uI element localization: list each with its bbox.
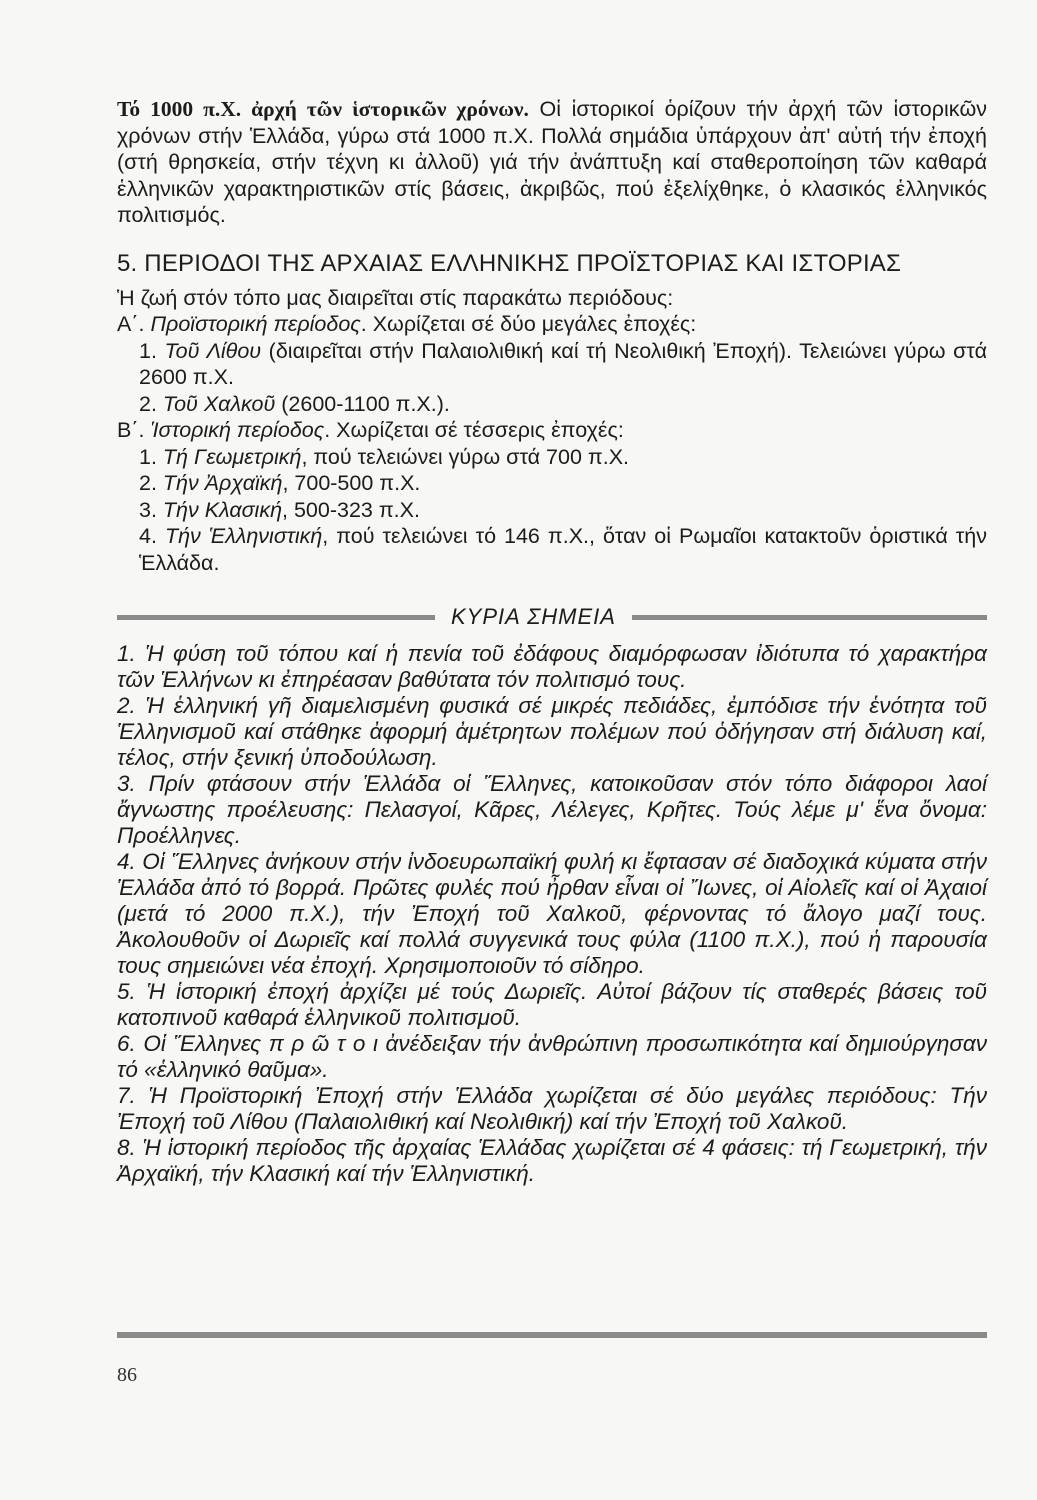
- key-points-title: ΚΥΡΙΑ ΣΗΜΕΙΑ: [451, 604, 616, 629]
- item-number: 1.: [139, 338, 165, 363]
- key-point: 8. Ἡ ἱστορική περίοδος τῆς ἀρχαίας Ἑλλάδας χωρίζεται σέ 4 φάσεις: τή Γεωμετρική, τήν Ἀρχαϊκή, τήν Κλασική καί τήν Ἑλληνιστική.: [117, 1134, 987, 1186]
- item-text: , πού τελειώνει γύρω στά 700 π.Χ.: [301, 444, 630, 469]
- list-item: [117, 523, 987, 576]
- list-item: [117, 470, 987, 497]
- list-item: [117, 338, 987, 391]
- intro-paragraph: [117, 96, 987, 229]
- period-b-list: [117, 444, 987, 577]
- divider-right: [632, 615, 987, 620]
- item-text: , 500-323 π.Χ.: [282, 497, 420, 522]
- page-body: [117, 96, 987, 1187]
- key-point: 1. Ἡ φύση τοῦ τόπου καί ἡ πενία τοῦ ἐδάφους διαμόρφωσαν ἰδιότυπα τό χαρακτήρα τῶν Ἑλλήνων κι ἐπηρέασαν βαθύτατα τόν πολιτισμό τους.: [117, 640, 987, 692]
- item-text: (2600-1100 π.Χ.).: [275, 391, 450, 416]
- page-number: 86: [117, 1364, 137, 1386]
- list-item: [117, 444, 987, 471]
- item-number: 1.: [139, 444, 163, 469]
- item-number: 2.: [139, 471, 163, 495]
- period-b: [117, 417, 987, 444]
- periods-intro: Ἡ ζωή στόν τόπο μας διαιρεῖται στίς παρακάτω περιόδους:: [117, 285, 674, 310]
- item-number: 4.: [139, 524, 165, 548]
- item-name: Τοῦ Χαλκοῦ: [162, 391, 276, 416]
- item-name: Τήν Ἀρχαϊκή: [162, 471, 283, 495]
- period-a: [117, 311, 987, 338]
- key-points-list: [117, 641, 987, 1187]
- item-name: Τοῦ Λίθου: [164, 338, 262, 363]
- period-a-name: Προϊστορική περίοδος: [150, 312, 361, 336]
- list-item: [117, 497, 987, 524]
- key-point: 3. Πρίν φτάσουν στήν Ἑλλάδα οἱ Ἕλληνες, κατοικοῦσαν στόν τόπο διάφοροι λαοί ἄγνωστης προέλευσης: Πελασγοί, Κᾶρες, Λέλεγες, Κρῆτες. Τούς λέμε μ' ἕνα ὄνομα: Προέλληνες.: [117, 770, 987, 848]
- key-points-header: [117, 604, 987, 631]
- item-text: (διαιρεῖται στήν Παλαιολιθική καί τή Νεολιθική Ἐποχή). Τελειώνει γύρω στά 2600 π.Χ.: [139, 338, 988, 389]
- period-a-label: Α΄.: [117, 312, 151, 336]
- intro-text: Οἱ ἱστορικοί ὁρίζουν τήν ἀρχή τῶν ἱστορικῶν χρόνων στήν Ἑλλάδα, γύρω στά 1000 π.Χ. Πολλά σημάδια ὑπάρχουν ἀπ' αὐτή τήν ἐποχή (στή θρησκεία, στήν τέχνη κι ἀλλοῦ) γιά τήν ἀνάπτυξη καί σταθεροποίηση τῶν καθαρά ἑλληνικῶν χαρακτηριστικῶν στίς βάσεις, ἀκριβῶς, πού ἐξελίχθηκε, ὁ κλασικός ἑλληνικός πολιτισμός.: [117, 97, 988, 227]
- item-number: 3.: [139, 497, 163, 522]
- item-text: , πού τελειώνει τό 146 π.Χ., ὅταν οἱ Ρωμαῖοι κατακτοῦν ὁριστικά τήν Ἑλλάδα.: [139, 524, 987, 575]
- key-point: 7. Ἡ Προϊστορική Ἐποχή στήν Ἑλλάδα χωρίζεται σέ δύο μεγάλες περιόδους: Τήν Ἐποχή τοῦ Λίθου (Παλαιολιθική καί Νεολιθική) καί τήν Ἐποχή τοῦ Χαλκοῦ.: [117, 1082, 987, 1134]
- list-item: [117, 391, 987, 418]
- period-b-desc: . Χωρίζεται σέ τέσσερις ἐποχές:: [324, 418, 624, 442]
- key-point: 6. Οἱ Ἕλληνες π ρ ῶ τ ο ι ἀνέδειξαν τήν ἀνθρώπινη προσωπικότητα καί δημιούργησαν τό «ἑλληνικό θαῦμα».: [117, 1030, 987, 1082]
- divider-left: [117, 615, 435, 620]
- item-text: , 700-500 π.Χ.: [282, 471, 421, 495]
- item-name: Τήν Ἑλληνιστική: [164, 524, 323, 548]
- key-point: 2. Ἡ ἑλληνική γῆ διαμελισμένη φυσικά σέ μικρές πεδιάδες, ἐμπόδισε τήν ἑνότητα τοῦ Ἑλληνισμοῦ καί στάθηκε ἀφορμή ἀμέτρητων πολέμων πού ὁδήγησαν στή διάλυση καί, τέλος, στήν ξενική ὑποδούλωση.: [117, 692, 987, 770]
- key-point: 5. Ἡ ἱστορική ἐποχή ἀρχίζει μέ τούς Δωριεῖς. Αὐτοί βάζουν τίς σταθερές βάσεις τοῦ κατοπινοῦ καθαρά ἑλληνικοῦ πολιτισμοῦ.: [117, 978, 987, 1030]
- period-b-name: Ἱστορική περίοδος: [150, 418, 325, 442]
- bottom-divider: [117, 1332, 987, 1338]
- period-b-label: Β΄.: [117, 418, 151, 442]
- item-name: Τή Γεωμετρική: [162, 444, 302, 469]
- item-number: 2.: [139, 391, 163, 416]
- key-point: 4. Οἱ Ἕλληνες ἀνήκουν στήν ἰνδοευρωπαϊκή φυλή κι ἔφτασαν σέ διαδοχικά κύματα στήν Ἑλλάδα ἀπό τό βορρά. Πρῶτες φυλές πού ἦρθαν εἶναι οἱ Ἴωνες, οἱ Αἰολεῖς καί οἱ Ἀχαιοί (μετά τό 2000 π.Χ.), τήν Ἐποχή τοῦ Χαλκοῦ, φέρνοντας τό ἄλογο μαζί τους. Ἀκολουθοῦν οἱ Δωριεῖς καί πολλά συγγενικά τους φύλα (1100 π.Χ.), πού ἡ παρουσία τους σημειώνει νέα ἐποχή. Χρησιμοποιοῦν τό σίδηρο.: [117, 848, 987, 978]
- item-name: Τήν Κλασική: [162, 497, 283, 522]
- period-a-desc: . Χωρίζεται σέ δύο μεγάλες ἐποχές:: [360, 312, 697, 336]
- intro-lead: Τό 1000 π.Χ. ἀρχή τῶν ἱστορικῶν χρόνων.: [117, 97, 529, 121]
- period-a-list: [117, 338, 987, 418]
- section-heading: 5. ΠΕΡΙΟΔΟΙ ΤΗΣ ΑΡΧΑΙΑΣ ΕΛΛΗΝΙΚΗΣ ΠΡΟΪΣΤΟΡΙΑΣ ΚΑΙ ΙΣΤΟΡΙΑΣ: [117, 249, 902, 277]
